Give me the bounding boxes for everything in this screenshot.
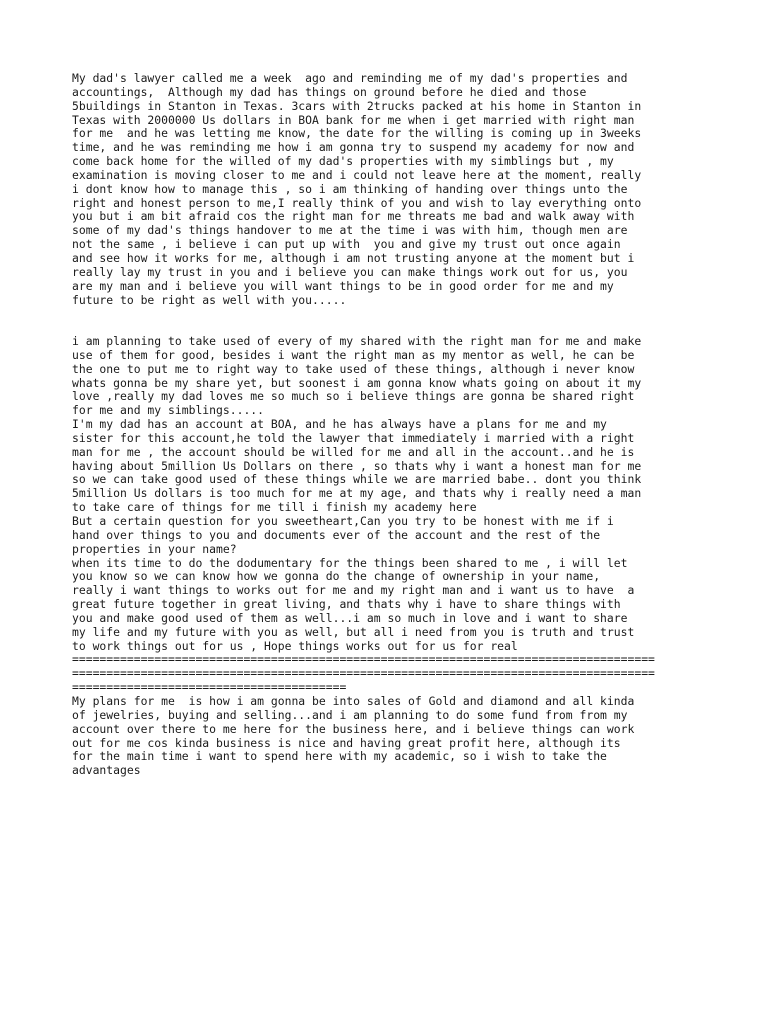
text-line: 5buildings in Stanton in Texas. 3cars with 2trucks packed at his home in Stanton in <box>72 98 642 113</box>
blank-line <box>72 321 700 335</box>
text-line: accountings, Although my dad has things on ground before he died and those <box>72 84 587 99</box>
text-line: future to be right as well with you..... <box>72 292 347 307</box>
text-line: for me and he was letting me know, the date for the willing is coming up in 3weeks <box>72 126 642 141</box>
text-line: great future together in great living, and thats why i have to share things with <box>72 597 621 612</box>
document-page <box>72 72 700 778</box>
text-line: out for me cos kinda business is nice and having great profit here, although its <box>72 735 621 750</box>
text-line: 5million Us dollars is too much for me at my age, and thats why i really need a man <box>72 486 642 501</box>
text-line: time, and he was reminding me how i am gonna try to suspend my academy for now and <box>72 140 635 155</box>
text-line: are my man and i believe you will want things to be in good order for me and my <box>72 278 614 293</box>
text-line: ===================================================================================== <box>72 652 655 667</box>
text-line: for me and my simblings..... <box>72 403 265 418</box>
text-line: some of my dad's things handover to me at the time i was with him, though men are <box>72 223 628 238</box>
text-line: love ,really my dad loves me so much so i believe things are gonna be shared right <box>72 389 635 404</box>
text-line: ======================================== <box>72 680 347 695</box>
text-line: i dont know how to manage this , so i am thinking of handing over things unto the <box>72 181 628 196</box>
text-line: of jewelries, buying and selling...and i am planning to do some fund from from my <box>72 707 628 722</box>
text-line: whats gonna be my share yet, but soonest i am gonna know whats going on about it my <box>72 375 642 390</box>
text-line: My dad's lawyer called me a week ago and reminding me of my dad's properties and <box>72 71 628 85</box>
text-line: you and make good used of them as well...i am so much in love and i want to share <box>72 610 628 625</box>
text-line: really lay my trust in you and i believe you can make things work out for us, you <box>72 264 628 279</box>
text-line: hand over things to you and documents ever of the account and the rest of the <box>72 527 601 542</box>
text-line: man for me , the account should be willed for me and all in the account..and he is <box>72 444 635 459</box>
text-line: when its time to do the dodumentary for the things been shared to me , i will let <box>72 555 628 570</box>
text-line: examination is moving closer to me and i could not leave here at the moment, really <box>72 167 642 182</box>
text-line: right and honest person to me,I really think of you and wish to lay everything onto <box>72 195 642 210</box>
text-line: ===================================================================================== <box>72 666 655 681</box>
text-line: i am planning to take used of every of my shared with the right man for me and make <box>72 334 642 349</box>
text-line: you know so we can know how we gonna do the change of ownership in your name, <box>72 569 601 584</box>
text-line: the one to put me to right way to take used of these things, although i never know <box>72 361 635 376</box>
text-line: sister for this account,he told the lawyer that immediately i married with a right <box>72 430 635 445</box>
text-line: account over there to me here for the business here, and i believe things can work <box>72 721 635 736</box>
text-line: having about 5million Us Dollars on there , so thats why i want a honest man for me <box>72 458 642 473</box>
text-line: to work things out for us , Hope things works out for us for real <box>72 638 518 653</box>
text-line: so we can take good used of these things while we are married babe.. dont you think <box>72 472 642 487</box>
text-line: My plans for me is how i am gonna be into sales of Gold and diamond and all kinda <box>72 693 635 708</box>
text-line: I'm my dad has an account at BOA, and he has always have a plans for me and my <box>72 417 607 432</box>
text-line: for the main time i want to spend here with my academic, so i wish to take the <box>72 749 607 764</box>
text-line: and see how it works for me, although i am not trusting anyone at the moment but i <box>72 250 635 265</box>
text-line: come back home for the willed of my dad's properties with my simblings but , my <box>72 154 614 169</box>
blank-line <box>72 307 700 321</box>
text-line: But a certain question for you sweetheart,Can you try to be honest with me if i <box>72 514 614 528</box>
text-line: really i want things to works out for me and my right man and i want us to have a <box>72 583 635 598</box>
text-line: my life and my future with you as well, but all i need from you is truth and trust <box>72 624 635 639</box>
text-line: advantages <box>72 763 141 778</box>
text-line: Texas with 2000000 Us dollars in BOA bank for me when i get married with right man <box>72 112 635 127</box>
text-line: properties in your name? <box>72 541 237 556</box>
text-line: not the same , i believe i can put up with you and give my trust out once again <box>72 237 621 252</box>
text-line: to take care of things for me till i finish my academy here <box>72 500 477 515</box>
text-line: use of them for good, besides i want the right man as my mentor as well, he can be <box>72 347 635 362</box>
text-line: you but i am bit afraid cos the right man for me threats me bad and walk away with <box>72 209 635 224</box>
